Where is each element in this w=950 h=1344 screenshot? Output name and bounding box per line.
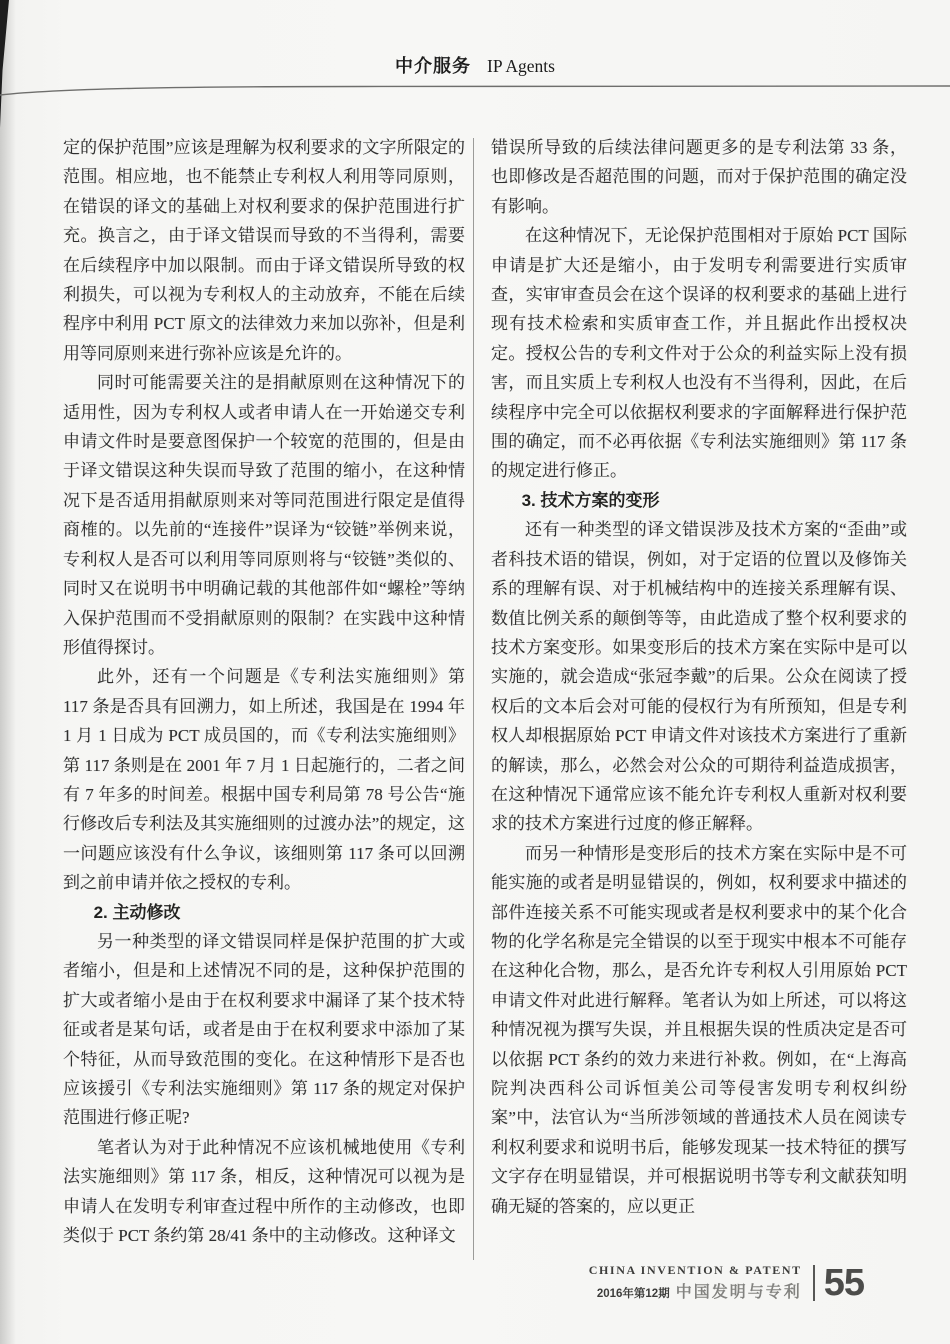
body-paragraph: 在这种情况下，无论保护范围相对于原始 PCT 国际申请是扩大还是缩小，由于发明专利需要进行实质审查，实审审查员会在这个误译的权利要求的基础上进行现有技术检索和实质审查工作，并且据此作出授权决定。授权公告的专利文件对于公众的利益实际上没有损害，而且实质上专利权人也没有不当得利，因此，在后续程序中完全可以依据权利要求的字面解释进行保护范围的确定，而不必再依据《专利法实施细则》第 117 条的规定进行修正。 bbox=[491, 226, 907, 481]
scan-left-edge-shadow bbox=[0, 0, 16, 1344]
journal-name-cn: 中国发明与专利 bbox=[675, 1284, 802, 1301]
body-paragraph: 笔者认为对于此种情况不应该机械地使用《专利法实施细则》第 117 条，相反，这种情况可以视为是申请人在发明专利审查过程中所作的主动修改，也即类似于 PCT 条约第 28/41 条中的主动修改。这种译文 bbox=[63, 1137, 465, 1246]
body-paragraph: 而另一种情形是变形后的技术方案在实际中是不可能实施的或者是明显错误的，例如，权利要求中描述的部件连接关系不可能实现或者是权利要求中的某个化合物的化学名称是完全错误的以至于现实中根本不可能存在这种化合物，那么，是否允许专利权人引用原始 PCT 申请文件对此进行解释。笔者认为如上所述，可以将这种情况视为撰写失误，并且根据失误的性质决定是否可以依据 PCT 条约的效力来进行补救。例如，在“上海高院判决西科公司诉恒美公司等侵害发明专利权纠纷案”中，法官认为“当所涉领域的普通技术人员在阅读专利权利要求和说明书后，能够发现某一技术特征的撰写文字存在明显错误，并可根据说明书等专利文献获知明确无疑的答案的，应以更正 bbox=[491, 843, 907, 1216]
section-title-en: IP Agents bbox=[487, 56, 555, 76]
body-paragraph: 同时可能需要关注的是捐献原则在这种情况下的适用性，因为专利权人或者申请人在一开始递交专利申请文件时是要意图保护一个较宽的范围的，但是由于译文错误这种失误而导致了范围的缩小，在这种情况下是否适用捐献原则来对等同范围进行限定是值得商榷的。以先前的“连接件”误译为“铰链”举例来说，专利权人是否可以利用等同原则将与“铰链”类似的、同时又在说明书中明确记载的其他部件如“螺栓”等纳入保护范围而不受捐献原则的限制？在实践中这种情形值得探讨。 bbox=[63, 373, 465, 657]
column-divider bbox=[473, 138, 474, 1260]
page-footer bbox=[589, 1263, 864, 1302]
body-paragraph: 定的保护范围”应该是理解为权利要求的文字所限定的范围。相应地，也不能禁止专利权人利用等同原则，在错误的译文的基础上对权利要求的保护范围进行扩充。换言之，由于译文错误而导致的不当得利，需要在后续程序中加以限制。而由于译文错误所导致的权利损失，可以视为专利权人的主动放弃，不能在后续程序中利用 PCT 原文的法律效力来加以弥补，但是利用等同原则来进行弥补应该是允许的。 bbox=[63, 138, 465, 363]
left-column bbox=[63, 133, 465, 1250]
body-paragraph: 错误所导致的后续法律问题更多的是专利法第 33 条，也即修改是否超范围的问题，而对于保护范围的确定没有影响。 bbox=[491, 138, 907, 216]
right-column bbox=[491, 133, 907, 1221]
body-paragraph: 此外，还有一个问题是《专利法实施细则》第 117 条是否具有回溯力，如上所述，我国是在 1994 年 1 月 1 日成为 PCT 成员国的，而《专利法实施细则》第 117 条则是在 2001 年 7 月 1 日起施行的，二者之间有 7 年多的时间差。根据中国专利局第 78 号公告“施行修改后专利法及其实施细则的过渡办法”的规定，这一问题应该没有什么争议，该细则第 117 条可以回溯到之前申请并依之授权的专利。 bbox=[63, 667, 465, 893]
page-header bbox=[0, 52, 950, 78]
section-heading: 2. 主动修改 bbox=[93, 902, 181, 922]
journal-issue-line bbox=[589, 1279, 802, 1302]
section-title-cn: 中介服务 bbox=[395, 56, 472, 76]
body-paragraph: 还有一种类型的译文错误涉及技术方案的“歪曲”或者科技术语的错误，例如，对于定语的位置以及修饰关系的理解有误、对于机械结构中的连接关系理解有误、数值比例关系的颠倒等等，由此造成了整个权利要求的技术方案变形。如果变形后的技术方案在实际中是可以实施的，就会造成“张冠李戴”的后果。公众在阅读了授权后的文本后会对可能的侵权行为有所预知，但是专利权人却根据原始 PCT 申请文件对该技术方案进行了重新的解读，那么，必然会对公众的可期待利益造成损害，在这种情况下通常应该不能允许专利权人重新对权利要求的技术方案进行过度的修正解释。 bbox=[491, 520, 907, 834]
header-rule bbox=[0, 84, 950, 98]
body-paragraph: 另一种类型的译文错误同样是保护范围的扩大或者缩小，但是和上述情况不同的是，这种保护范围的扩大或者缩小是由于在权利要求中漏译了某个技术特征或者是某句话，或者是由于在权利要求中添加了某个特征，从而导致范围的变化。在这种情形下是否也应该援引《专利法实施细则》第 117 条的规定对保护范围进行修正呢? bbox=[63, 931, 465, 1128]
footer-divider bbox=[813, 1265, 815, 1301]
page-number: 55 bbox=[823, 1261, 864, 1304]
issue-label: 2016年第12期 bbox=[596, 1288, 670, 1300]
article-body bbox=[63, 133, 908, 1260]
journal-name-en: CHINA INVENTION & PATENT bbox=[588, 1263, 802, 1277]
section-heading: 3. 技术方案的变形 bbox=[521, 490, 660, 510]
footer-journal-block bbox=[589, 1263, 802, 1302]
